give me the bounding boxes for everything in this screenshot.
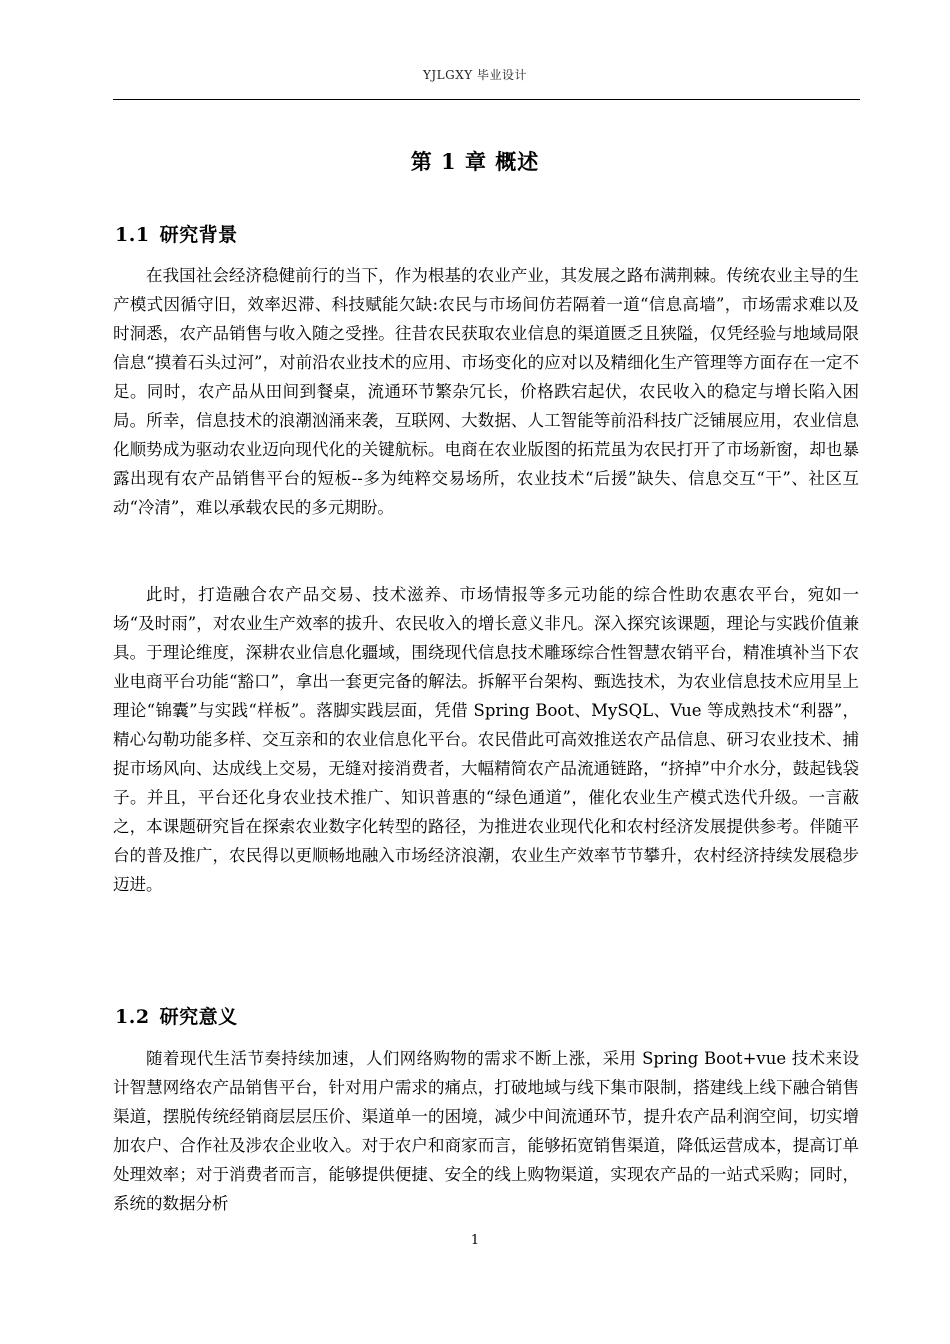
page-number: 1 xyxy=(470,1233,480,1248)
section-number: 1.1 xyxy=(115,224,150,246)
section-number: 1.2 xyxy=(115,1006,150,1028)
section-heading-1-1 xyxy=(115,220,238,247)
section-title: 研究背景 xyxy=(159,224,238,246)
header-rule xyxy=(113,99,860,100)
section-title: 研究意义 xyxy=(159,1006,238,1028)
page-header: YJLGXY 毕业设计 xyxy=(422,68,528,82)
paragraph: 此时，打造融合农产品交易、技术滋养、市场情报等多元功能的综合性助农惠农平台，宛如一场“及时雨”，对农业生产效率的拔升、农民收入的增长意义非凡。深入探究该课题，理论与实践价值兼具。于理论维度，深耕农业信息化疆域，围绕现代信息技术雕琢综合性智慧农销平台，精准填补当下农业电商平台功能“豁口”，拿出一套更完备的解法。拆解平台架构、甄选技术，为农业信息技术应用呈上理论“锦囊”与实践“样板”。落脚实践层面，凭借 Spring Boot、MySQL、Vue 等成熟技术“利器”，精心勾勒功能多样、交互亲和的农业信息化平台。农民借此可高效推送农产品信息、研习农业技术、捕捉市场风向、达成线上交易，无缝对接消费者，大幅精简农产品流通链路，“挤掉”中介水分，鼓起钱袋子。并且，平台还化身农业技术推广、知识普惠的“绿色通道”，催化农业生产模式迭代升级。一言蔽之，本课题研究旨在探索农业数字化转型的路径，为推进农业现代化和农村经济发展提供参考。伴随平台的普及推广，农民得以更顺畅地融入市场经济浪潮，农业生产效率节节攀升，农村经济持续发展稳步迈进。 xyxy=(113,585,859,894)
section-heading-1-2 xyxy=(115,1002,238,1029)
chapter-title: 第 1 章 概述 xyxy=(410,149,540,174)
paragraph: 随着现代生活节奏持续加速，人们网络购物的需求不断上涨，采用 Spring Boot+vue 技术来设计智慧网络农产品销售平台，针对用户需求的痛点，打破地域与线下集市限制，搭建线上线下融合销售渠道，摆脱传统经销商层层压价、渠道单一的困境，减少中间流通环节，提升农产品利润空间，切实增加农户、合作社及涉农企业收入。对于农户和商家而言，能够拓宽销售渠道，降低运营成本，提高订单处理效率；对于消费者而言，能够提供便捷、安全的线上购物渠道，实现农产品的一站式采购；同时，系统的数据分析 xyxy=(113,1049,859,1213)
paragraph: 在我国社会经济稳健前行的当下，作为根基的农业产业，其发展之路布满荆棘。传统农业主导的生产模式因循守旧，效率迟滞、科技赋能欠缺:农民与市场间仿若隔着一道“信息高墙”，市场需求难以及时洞悉，农产品销售与收入随之受挫。往昔农民获取农业信息的渠道匮乏且狭隘，仅凭经验与地域局限信息“摸着石头过河”，对前沿农业技术的应用、市场变化的应对以及精细化生产管理等方面存在一定不足。同时，农产品从田间到餐桌，流通环节繁杂冗长，价格跌宕起伏，农民收入的稳定与增长陷入困局。所幸，信息技术的浪潮汹涌来袭，互联网、大数据、人工智能等前沿科技广泛铺展应用，农业信息化顺势成为驱动农业迈向现代化的关键航标。电商在农业版图的拓荒虽为农民打开了市场新窗，却也暴露出现有农产品销售平台的短板--多为纯粹交易场所，农业技术“后援”缺失、信息交互“干”、社区互动“冷清”，难以承载农民的多元期盼。 xyxy=(113,266,859,517)
